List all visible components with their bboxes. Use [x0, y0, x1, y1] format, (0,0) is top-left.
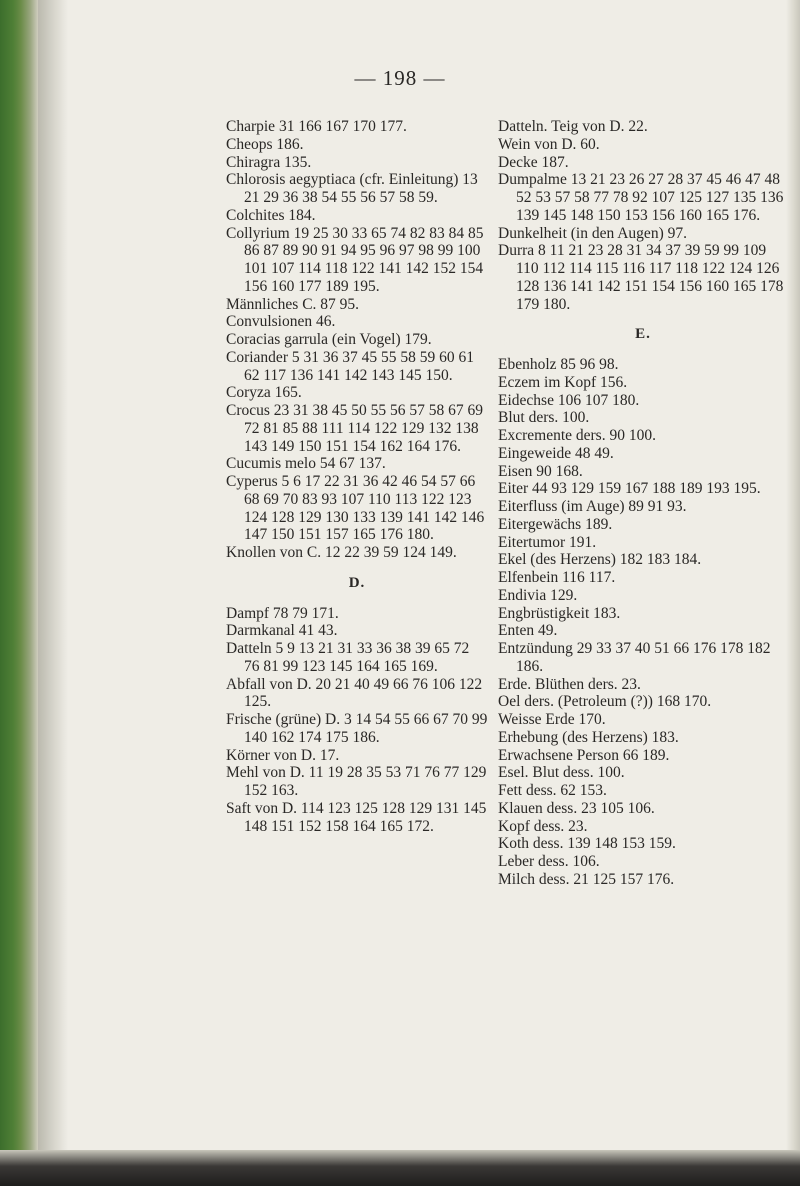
book-binding-edge	[0, 0, 38, 1186]
index-entry: Männliches C. 87 95.	[226, 295, 360, 313]
index-entry: Erwachsene Person 66 189.	[498, 746, 670, 764]
index-entry: Eisen 90 168.	[498, 462, 583, 480]
index-entry: Eitertumor 191.	[498, 533, 597, 551]
index-entry: Charpie 31 166 167 170 177.	[226, 118, 407, 135]
index-entry: Esel. Blut dess. 100.	[498, 764, 625, 782]
index-entry: Milch dess. 21 125 157 176.	[498, 870, 675, 888]
index-entry: Chiragra 135.	[226, 153, 312, 171]
index-column-left	[226, 118, 488, 835]
index-entry: Wein von D. 60.	[498, 135, 600, 153]
index-entry: Colchites 184.	[226, 206, 316, 224]
index-entry: Mehl von D. 11 19 28 35 53 71 76 77 129 152 163.	[226, 764, 487, 799]
index-entry: Dunkelheit (in den Augen) 97.	[498, 224, 687, 242]
index-entry: Coracias garrula (ein Vogel) 179.	[226, 331, 432, 348]
index-entry: Fett dess. 62 153.	[498, 782, 607, 799]
index-entry: Datteln 5 9 13 21 31 33 36 38 39 65 72 76 81 99 123 145 164 165 169.	[226, 640, 470, 675]
index-entry: Durra 8 11 21 23 28 31 34 37 39 59 99 109 110 112 114 115 116 117 118 122 124 126 128 136 141 142 151 154 156 160 165 178 179 180.	[498, 242, 784, 313]
index-entry: Engbrüstigkeit 183.	[498, 604, 621, 622]
index-column-right	[498, 118, 788, 889]
index-entry: Cucumis melo 54 67 137.	[226, 455, 386, 473]
index-entry: Eitergewächs 189.	[498, 515, 613, 533]
index-entry: Weisse Erde 170.	[498, 711, 606, 728]
index-entry: Crocus 23 31 38 45 50 55 56 57 58 67 69 72 81 85 88 111 114 122 129 132 138 143 149 150 151 154 162 164 176.	[226, 402, 484, 455]
index-entry: Dumpalme 13 21 23 26 27 28 37 45 46 47 48 52 53 57 58 77 78 92 107 125 127 135 136 139 145 148 150 153 156 160 165 176.	[498, 171, 784, 224]
gutter-shadow	[38, 0, 68, 1186]
index-entry: Elfenbein 116 117.	[498, 569, 616, 586]
index-entry: Endivia 129.	[498, 586, 578, 604]
page-right-edge	[786, 0, 800, 1186]
index-entry: Eingeweide 48 49.	[498, 444, 614, 462]
index-entry: Leber dess. 106.	[498, 853, 600, 870]
index-entry: Blut ders. 100.	[498, 409, 590, 427]
index-entry: Körner von D. 17.	[226, 746, 340, 764]
index-entry: Frische (grüne) D. 3 14 54 55 66 67 70 99 140 162 174 175 186.	[226, 711, 488, 746]
page-bottom-edge	[0, 1150, 800, 1186]
index-entry: Oel ders. (Petroleum (?)) 168 170.	[498, 693, 712, 711]
index-entry: Eczem im Kopf 156.	[498, 373, 628, 391]
index-entry: Eiter 44 93 129 159 167 188 189 193 195.	[498, 480, 761, 498]
index-entry: Eidechse 106 107 180.	[498, 391, 640, 409]
index-entry: Koth dess. 139 148 153 159.	[498, 835, 676, 853]
index-entry: Saft von D. 114 123 125 128 129 131 145 148 151 152 158 164 165 172.	[226, 799, 487, 835]
index-entry: Knollen von C. 12 22 39 59 124 149.	[226, 544, 457, 561]
index-entry: Datteln. Teig von D. 22.	[498, 118, 648, 135]
index-entry: Ekel (des Herzens) 182 183 184.	[498, 551, 702, 569]
index-entry: Eiterfluss (im Auge) 89 91 93.	[498, 498, 687, 515]
index-entry: Ebenholz 85 96 98.	[498, 356, 619, 373]
index-entry: Erde. Blüthen ders. 23.	[498, 675, 641, 693]
index-entry: Enten 49.	[498, 622, 558, 640]
index-entry: Dampf 78 79 171.	[226, 604, 339, 622]
index-entry: Darmkanal 41 43.	[226, 622, 338, 640]
index-entry: Excremente ders. 90 100.	[498, 427, 656, 444]
index-entry: Klauen dess. 23 105 106.	[498, 799, 655, 817]
page-number: — 198 —	[354, 66, 446, 90]
index-entry: Abfall von D. 20 21 40 49 66 76 106 122 125.	[226, 675, 483, 711]
index-entry: Convulsionen 46.	[226, 313, 336, 331]
index-entry: Coryza 165.	[226, 384, 302, 402]
index-entry: Cheops 186.	[226, 135, 304, 153]
section-heading: E.	[635, 326, 651, 343]
index-entry: Entzündung 29 33 37 40 51 66 176 178 182 186.	[498, 640, 771, 675]
index-entry: Coriander 5 31 36 37 45 55 58 59 60 61 62 117 136 141 142 143 145 150.	[226, 348, 474, 384]
index-entry: Cyperus 5 6 17 22 31 36 42 46 54 57 66 68 69 70 83 93 107 110 113 122 123 124 128 129 130 133 139 141 142 146 147 150 151 157 165 176 180.	[226, 473, 485, 544]
section-heading: D.	[348, 574, 366, 591]
index-entry: Decke 187.	[498, 153, 569, 171]
index-entry: Kopf dess. 23.	[498, 817, 588, 835]
index-entry: Collyrium 19 25 30 33 65 74 82 83 84 85 86 87 89 90 91 94 95 96 97 98 99 100 101 107 114 118 122 141 142 152 154 156 160 177 189 195.	[226, 224, 484, 295]
index-entry: Chlorosis aegyptiaca (cfr. Einleitung) 13 21 29 36 38 54 55 56 57 58 59.	[226, 171, 478, 206]
index-entry: Erhebung (des Herzens) 183.	[498, 728, 679, 746]
